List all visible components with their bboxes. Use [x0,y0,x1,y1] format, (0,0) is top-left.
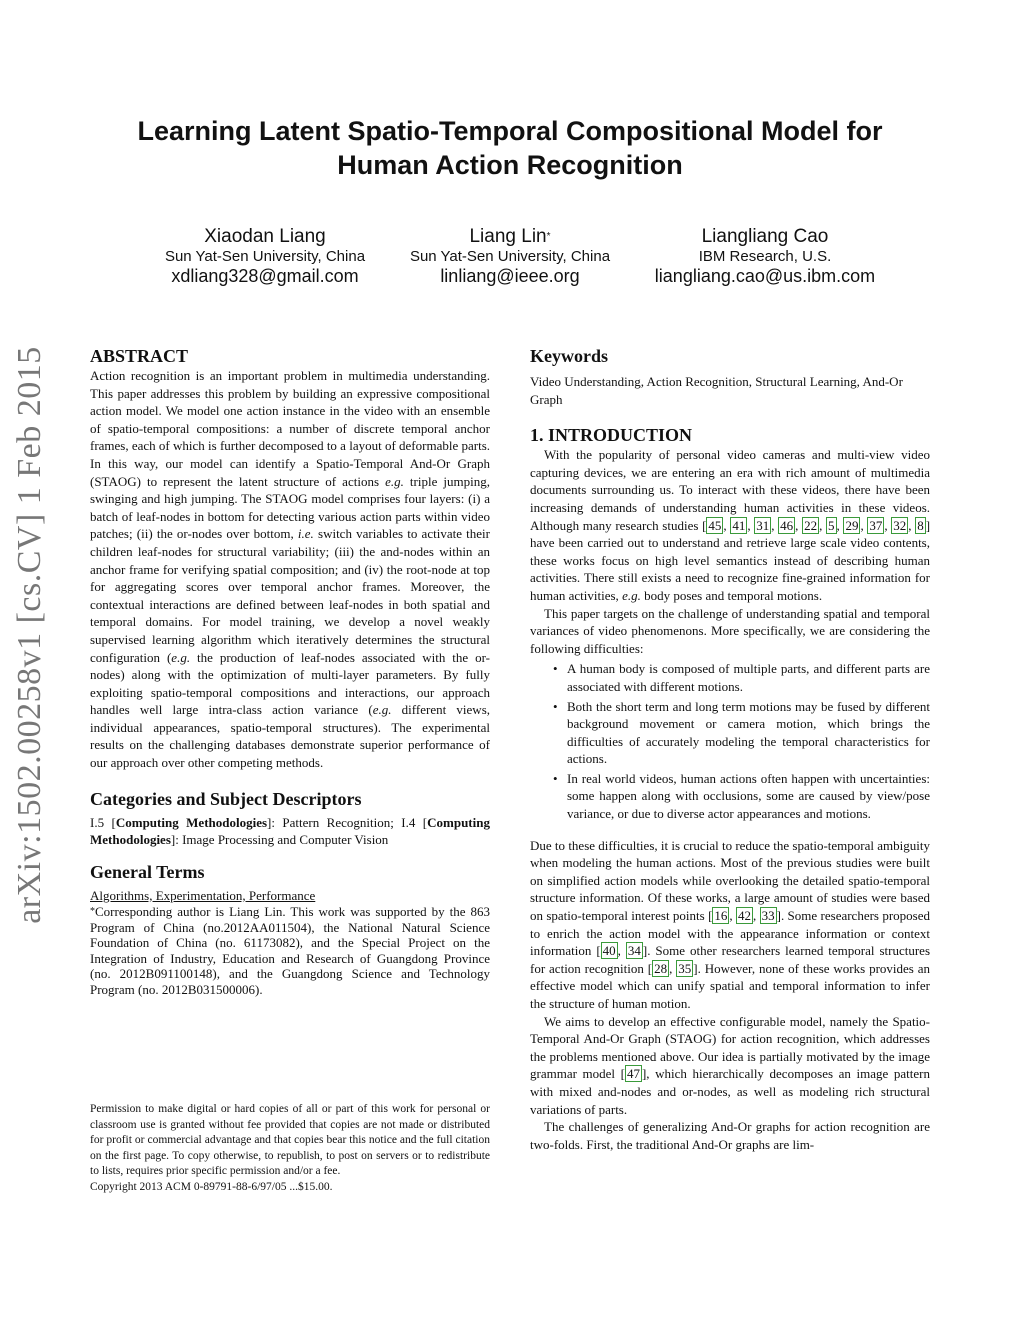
author-name: Liang Lin [469,226,547,247]
list-item: • In real world videos, human actions often happen with uncertainties: some happen along with occlusions, some are caused by view/pose variance, or due to diverse actor appearances and motions. [553,770,930,822]
bullet-icon: • [553,661,558,677]
list-item: • Both the short term and long term motions may be fused by different background movement or camera motion, which brings the difficulties of accurately modeling the temporal characteristics for actions. [553,698,930,767]
paper-title [60,114,960,182]
permission-text: Permission to make digital or hard copies of all or part of this work for personal or classroom use is granted without fee provided that copies are not made or distributed for profit or commercial advantage and that copies bear this notice and the full citation on the first page. To copy otherwise, to republish, to post on servers or to redistribute to lists, requires prior specific permission and/or a fee. [90,1103,490,1177]
citation-link[interactable]: 22 [804,517,818,533]
intro-paragraph-4: We aims to develop an effective configurable model, namely the Spatio-Temporal And-Or Graph (STAOG) for action recognition, which addresses the problems mentioned above. Our idea is partially motivated by the image grammar model [ 47 ], which hierarchically decomposes an image pattern with mixed and-nodes and or-nodes, as well as modeling rich structural variations of parts. [530,1013,930,1117]
abstract-heading: ABSTRACT [90,346,189,366]
author-name: Liangliang Cao [701,226,829,247]
author-email: linliang@ieee.org [440,266,580,286]
list-item: • A human body is composed of multiple parts, and different parts are associated with different motions. [553,661,930,694]
citation-link[interactable]: 29 [845,517,859,533]
author-block-1 [150,226,380,287]
general-terms: Algorithms, Experimentation, Performance [90,887,316,903]
author-affiliation: IBM Research, U.S. [698,248,832,265]
left-column [90,345,490,997]
citation-link[interactable]: 42 [738,908,752,924]
keywords-text: Video Understanding, Action Recognition, Structural Learning, And-Or Graph [530,374,903,407]
citation-link[interactable]: 28 [654,960,668,976]
bullet-icon: • [553,770,558,786]
intro-paragraph-2: This paper targets on the challenge of understanding spatial and temporal variances of video phenomenons. More specifically, we are considering the following difficulties: [530,605,930,656]
arxiv-stamp: arXiv:1502.00258v1 [cs.CV] 1 Feb 2015 [11,346,48,924]
title-line-1: Learning Latent Spatio-Temporal Compositional Model for [137,116,883,146]
keywords-heading: Keywords [530,346,608,366]
citation-link[interactable]: 47 [626,1066,640,1082]
citation-link[interactable]: 5 [828,517,835,533]
categories-heading: Categories and Subject Descriptors [90,788,362,809]
citation-link[interactable]: 45 [708,517,722,533]
citation-link[interactable]: 46 [780,517,794,533]
citation-link[interactable]: 31 [756,517,770,533]
citation-link[interactable]: 34 [627,943,641,959]
general-terms-heading: General Terms [90,861,205,882]
citation-link[interactable]: 41 [732,517,746,533]
intro-paragraph-1: With the popularity of personal video cameras and multi-view video capturing devices, we are entering an era with rich amount of multimedia documents surrounding us. To interact with these videos, there have been increasing demands of understanding human activities in these videos. Although many research studies [ 45 , 41 , 31 , 46 , 22 , 5 , 29 , 37 , 32 , 8 ] have been carried out to understand and retrieve large scale video contents, these works focus on high level semantics instead of describing human activities. There still exists a need to recognize fine-grained information for human activities, e.g. body poses and temporal motions. [530,447,931,603]
difficulty-list [530,660,930,822]
citation-link[interactable]: 35 [678,960,692,976]
intro-heading: 1. INTRODUCTION [530,425,693,446]
author-block-3 [640,226,890,287]
bullet-icon: • [553,698,558,714]
author-email: liangliang.cao@us.ibm.com [654,266,876,286]
author-affiliation: Sun Yat-Sen University, China [164,248,366,265]
citation-link[interactable]: 37 [869,517,883,533]
copyright-text: Copyright 2013 ACM 0-89791-88-6/97/05 ...$15.00. [90,1180,333,1193]
author-email: xdliang328@gmail.com [171,266,359,286]
author-block-2 [395,226,625,287]
permission-notice [90,1102,490,1195]
citation-link[interactable]: 40 [602,943,616,959]
corresponding-mark: * [546,231,551,242]
citation-link[interactable]: 16 [714,908,728,924]
right-column [530,345,930,1153]
intro-paragraph-5: The challenges of generalizing And-Or graphs for action recognition are two-folds. First, the traditional And-Or graphs are lim- [530,1119,930,1152]
intro-paragraph-3: Due to these difficulties, it is crucial to reduce the spatio-temporal ambiguity when modeling the human actions. Most of the previous studies were built on simplified action models while overlooking the detailed spatio-temporal structure information. Of these works, a large amount of studies were based on spatio-temporal interest points [ 16 , 42 , 33 ]. Some researchers proposed to enrich the action model with the appearance information or context information [ 40 , 34 ]. Some other researchers learned temporal structures for action recognition [ 28 , 35 ]. However, none of these works provides an effective model which can unify spatial and temporal information to infer the structure of human motion. [530,837,931,1011]
abstract-text: Action recognition is an important problem in multimedia understanding. This paper addresses this problem by building an expressive compositional action model. We model one action instance in the video with an ensemble of spatio-temporal compositions: a number of discrete temporal anchor frames, each of which is further decomposed to a layout of deformable parts. In this way, our model can identify a Spatio-Temporal And-Or Graph (STAOG) to represent the latent structure of actions e.g. triple jumping, swinging and high jumping. The STAOG model comprises four layers: (i) a batch of leaf-nodes in bottom for detecting various action parts within video patches; (ii) the or-nodes over bottom, i.e. switch variables to activate their children leaf-nodes for structural variability; (iii) the and-nodes within an anchor frame for verifying spatial composition; and (iv) the root-node at top for aggregating scores over temporal anchor frames. Moreover, the contextual interactions are defined between leaf-nodes in both spatial and temporal domains. For model training, we develop a novel weakly supervised learning algorithm which iteratively determines the structural configuration (e.g. the production of leaf-nodes associated with the or-nodes) along with the optimization of multi-layer parameters. By fully exploiting spatio-temporal compositions and interactions, our approach handles well large intra-class action variance (e.g. different views, individual appearances, spatio-temporal structures). The experimental results on the challenging databases demonstrate superior performance of our approach over other competing methods. [90,368,490,771]
citation-link[interactable]: 32 [893,517,907,533]
corresponding-footnote: *Corresponding author is Liang Lin. This work was supported by the 863 Program of China (no.2012AA011504), the National Natural Science Foundation of China (no. 61173082), and the Special Project on the Integration of Industry, Education and Research of Guangdong Province (no. 2012B091100148), and the Guangdong Science and Technology Program (no. 2012B031500006). [90,904,490,997]
citation-link[interactable]: 33 [761,908,775,924]
citation-link[interactable]: 8 [917,517,924,533]
categories-text: I.5 [Computing Methodologies]: Pattern Recognition; I.4 [Computing Methodologies]: Image Processing and Computer Vision [90,814,490,848]
author-affiliation: Sun Yat-Sen University, China [409,248,611,265]
title-line-2: Human Action Recognition [337,150,683,180]
author-name: Xiaodan Liang [204,226,326,247]
